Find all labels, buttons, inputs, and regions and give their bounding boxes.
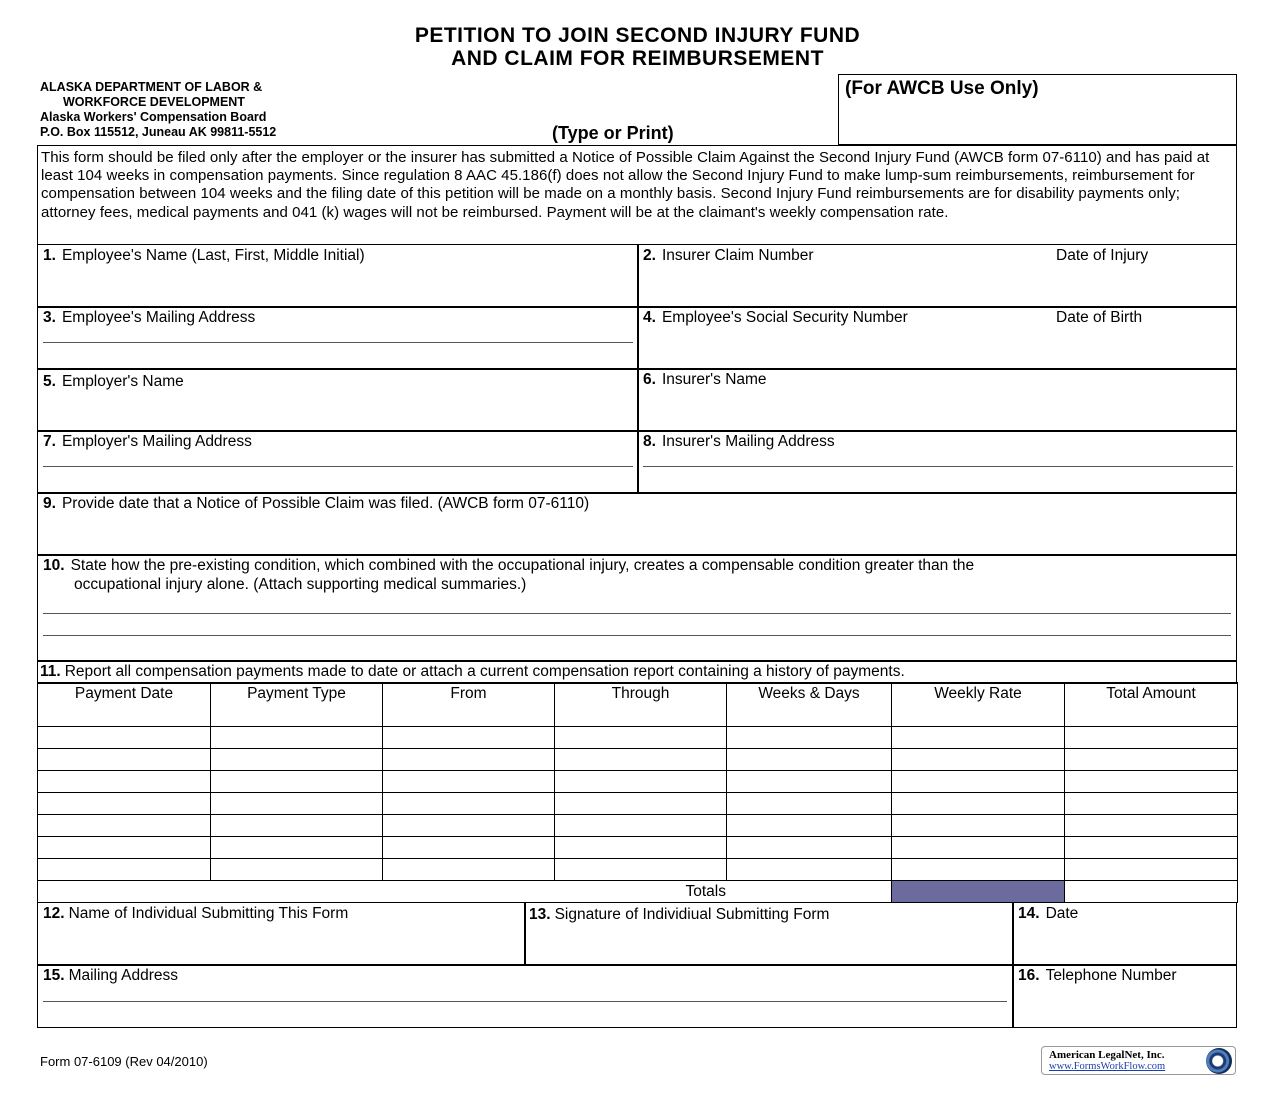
field-number: 9. [43, 495, 56, 512]
field-number: 15. [43, 967, 65, 984]
payment-cell[interactable] [892, 727, 1065, 749]
payment-cell[interactable] [383, 815, 555, 837]
payment-cell[interactable] [727, 749, 892, 771]
payment-cell[interactable] [555, 793, 727, 815]
field-insurer-name[interactable] [637, 368, 1237, 432]
form-title-line1: PETITION TO JOIN SECOND INJURY FUND [414, 24, 861, 47]
field-label: Employee's Name (Last, First, Middle Initial) [61, 247, 365, 264]
payment-cell[interactable] [1065, 837, 1238, 859]
payment-cell[interactable] [727, 815, 892, 837]
payment-cell[interactable] [1065, 859, 1238, 881]
field-employee-mailing-address[interactable] [37, 306, 639, 370]
payment-cell[interactable] [38, 815, 211, 837]
publisher-name: American LegalNet, Inc. [1049, 1049, 1165, 1061]
payment-row [38, 771, 1238, 793]
payment-cell[interactable] [211, 749, 383, 771]
payment-cell[interactable] [38, 837, 211, 859]
payment-cell[interactable] [211, 793, 383, 815]
address-rule [43, 1001, 1007, 1002]
answer-rule-1 [43, 613, 1231, 614]
payment-cell[interactable] [727, 771, 892, 793]
field-label: Mailing Address [68, 967, 178, 984]
field-number: 1. [43, 247, 56, 264]
field-employer-mailing-address[interactable] [37, 430, 639, 494]
agency-line-4: P.O. Box 115512, Juneau AK 99811-5512 [40, 125, 277, 139]
field-label: Employer's Name [61, 373, 184, 390]
agency-line-2: WORKFORCE DEVELOPMENT [63, 95, 245, 109]
payment-cell[interactable] [727, 727, 892, 749]
totals-weekly-rate-shaded [892, 881, 1065, 903]
payment-cell[interactable] [727, 859, 892, 881]
payment-cell[interactable] [727, 793, 892, 815]
field-label: Telephone Number [1045, 967, 1177, 984]
field-employer-name[interactable] [37, 368, 639, 432]
payment-row [38, 727, 1238, 749]
publisher-link[interactable]: www.FormsWorkFlow.com [1049, 1061, 1166, 1072]
field-label-continued: occupational injury alone. (Attach supporting medical summaries.) [74, 576, 527, 593]
field-label: Insurer's Mailing Address [661, 433, 835, 450]
agency-line-1: ALASKA DEPARTMENT OF LABOR & [40, 80, 263, 94]
publisher-swirl-icon [1206, 1048, 1232, 1074]
payment-cell[interactable] [383, 837, 555, 859]
field-number: 6. [643, 371, 656, 388]
payment-cell[interactable] [1065, 749, 1238, 771]
instructions-paragraph: This form should be filed only after the employer or the insurer has submitted a Notice of Possible Claim Against the Second Injury Fund (AWCB form 07-6110) and has paid at least 104 weeks in compensation payments. Since regulation 8 AAC 45.186(f) does not allow the Second Injury Fund to make lump-sum reimbursements, reimbursement for compensation between 104 weeks and the filing date of this petition will be made on a monthly basis. Second Injury Fund reimbursements are for disability payments only; attorney fees, medical payments and 041 (k) wages will not be reimbursed. Payment will be at the claimant's weekly compensation rate. [37, 145, 1237, 245]
agency-line-3: Alaska Workers' Compensation Board [40, 110, 267, 124]
field-number: 4. [643, 309, 656, 326]
payment-cell[interactable] [383, 793, 555, 815]
payment-cell[interactable] [727, 837, 892, 859]
payment-cell[interactable] [892, 749, 1065, 771]
payment-cell[interactable] [38, 793, 211, 815]
column-header: Through [555, 683, 727, 727]
field-number: 10. [43, 557, 65, 574]
field-employee-ssn[interactable] [637, 306, 1237, 370]
publisher-logo [1041, 1046, 1236, 1075]
date-of-birth-label: Date of Birth [1056, 309, 1143, 326]
address-rule [43, 466, 633, 467]
field-number: 12. [43, 905, 65, 922]
payment-cell[interactable] [38, 771, 211, 793]
totals-row [38, 881, 1238, 903]
payment-cell[interactable] [38, 727, 211, 749]
payments-header-row [38, 683, 1238, 727]
field-number: 7. [43, 433, 56, 450]
field-submitter-signature[interactable] [524, 902, 1014, 966]
payments-body [38, 727, 1238, 881]
field-mailing-address[interactable] [37, 964, 1014, 1028]
field-notice-date[interactable] [37, 492, 1237, 556]
payment-row [38, 815, 1238, 837]
field-number: 13. [529, 906, 551, 923]
payment-cell[interactable] [1065, 793, 1238, 815]
payment-cell[interactable] [555, 815, 727, 837]
field-label: Employee's Social Security Number [661, 309, 908, 326]
totals-label: Totals [38, 881, 892, 903]
payment-cell[interactable] [38, 749, 211, 771]
field-employee-name[interactable] [37, 244, 639, 308]
payment-cell[interactable] [211, 815, 383, 837]
payment-cell[interactable] [555, 727, 727, 749]
payment-cell[interactable] [892, 793, 1065, 815]
field-number: 11. [40, 663, 61, 680]
field-label: Insurer's Name [661, 371, 767, 388]
field-submitter-name[interactable] [37, 902, 526, 966]
field-label: Date [1045, 905, 1079, 922]
address-rule [43, 342, 633, 343]
awcb-use-box [838, 74, 1237, 145]
payment-cell[interactable] [555, 859, 727, 881]
payment-cell[interactable] [1065, 815, 1238, 837]
field-label: Provide date that a Notice of Possible Claim was filed. (AWCB form 07-6110) [61, 495, 590, 512]
field-label: Report all compensation payments made to date or attach a current compensation report containing a history of payments. [64, 663, 905, 680]
form-number: Form 07-6109 (Rev 04/2010) [40, 1054, 208, 1069]
field-label: Employee's Mailing Address [61, 309, 256, 326]
date-of-injury-label: Date of Injury [1056, 247, 1149, 264]
field-number: 8. [643, 433, 656, 450]
field-number: 14. [1018, 905, 1040, 922]
totals-amount-cell[interactable] [1065, 881, 1238, 903]
field-date[interactable] [1012, 902, 1237, 966]
payment-cell[interactable] [211, 837, 383, 859]
payment-cell[interactable] [555, 749, 727, 771]
field-number: 5. [43, 373, 56, 390]
field-label: Name of Individual Submitting This Form [68, 905, 349, 922]
payment-cell[interactable] [555, 771, 727, 793]
column-header: Payment Date [38, 683, 211, 727]
payment-cell[interactable] [383, 771, 555, 793]
payment-row [38, 749, 1238, 771]
payment-row [38, 859, 1238, 881]
payment-cell[interactable] [555, 837, 727, 859]
payment-cell[interactable] [1065, 771, 1238, 793]
payment-row [38, 837, 1238, 859]
field-insurer-mailing-address[interactable] [637, 430, 1237, 494]
type-or-print-note: (Type or Print) [552, 123, 674, 143]
payment-cell[interactable] [383, 749, 555, 771]
column-header: Weekly Rate [892, 683, 1065, 727]
payment-cell[interactable] [892, 815, 1065, 837]
awcb-use-label: (For AWCB Use Only) [845, 78, 1039, 99]
payment-cell[interactable] [892, 859, 1065, 881]
column-header: Total Amount [1065, 683, 1238, 727]
payments-table [37, 682, 1238, 903]
column-header: Payment Type [211, 683, 383, 727]
field-label: Insurer Claim Number [661, 247, 814, 264]
field-number: 3. [43, 309, 56, 326]
column-header: From [383, 683, 555, 727]
payments-heading [37, 660, 1237, 684]
payment-cell[interactable] [38, 859, 211, 881]
field-number: 2. [643, 247, 656, 264]
field-label: Employer's Mailing Address [61, 433, 252, 450]
field-number: 16. [1018, 967, 1040, 984]
payment-cell[interactable] [892, 837, 1065, 859]
payment-cell[interactable] [892, 771, 1065, 793]
payment-cell[interactable] [383, 859, 555, 881]
payment-cell[interactable] [1065, 727, 1238, 749]
address-rule [643, 466, 1233, 467]
payment-row [38, 793, 1238, 815]
field-preexisting-condition[interactable] [37, 554, 1237, 662]
payment-cell[interactable] [211, 771, 383, 793]
payment-cell[interactable] [383, 727, 555, 749]
column-header: Weeks & Days [727, 683, 892, 727]
field-insurer-claim-number[interactable] [637, 244, 1237, 308]
payment-cell[interactable] [211, 727, 383, 749]
form-title-line2: AND CLAIM FOR REIMBURSEMENT [451, 47, 824, 70]
payment-cell[interactable] [211, 859, 383, 881]
field-label: Signature of Individiual Submitting Form [554, 906, 830, 923]
field-telephone-number[interactable] [1012, 964, 1237, 1028]
field-label: State how the pre-existing condition, which combined with the occupational injury, creates a compensable condition greater than the [70, 557, 975, 574]
answer-rule-2 [43, 635, 1231, 636]
